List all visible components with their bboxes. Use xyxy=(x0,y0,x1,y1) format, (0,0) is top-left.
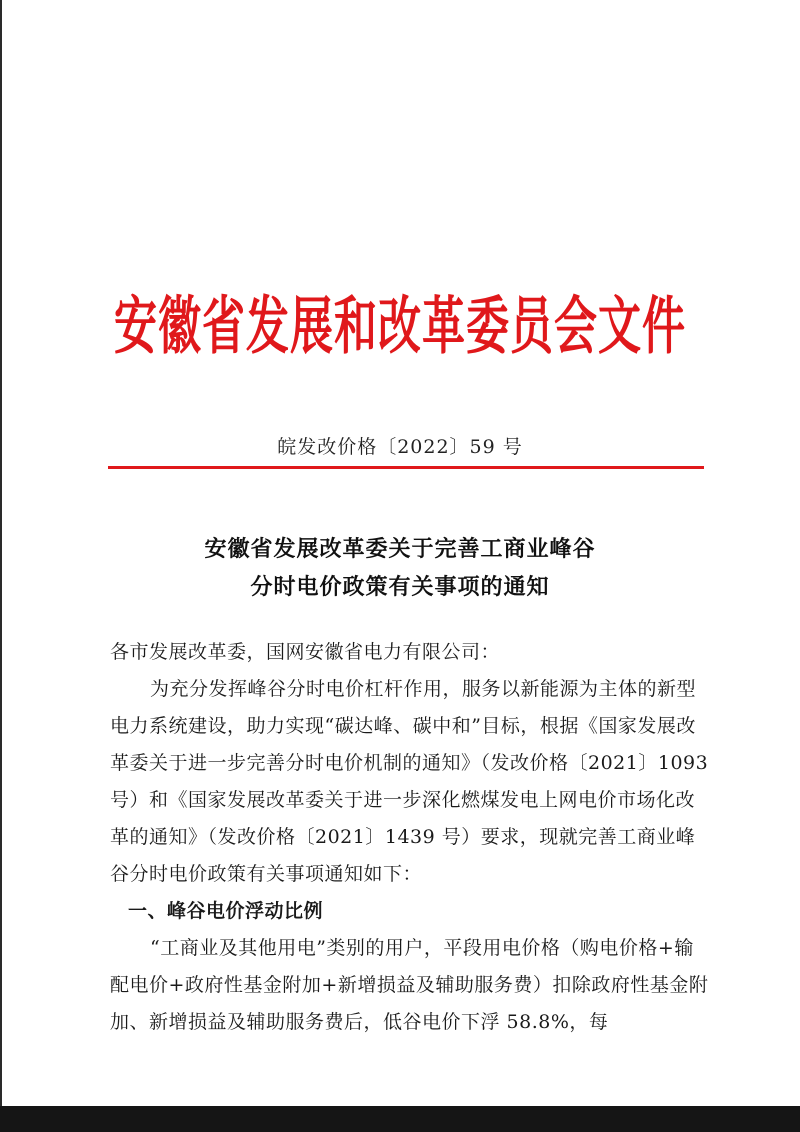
paragraph-price-ratio: “工商业及其他用电”类别的用户，平段用电价格（购电价格+输配电价+政府性基金附加+新增损益及辅助服务费）扣除政府性基金附加、新增损益及辅助服务费后，低谷电价下浮 58.8%，每 xyxy=(110,937,709,1033)
notice-title-line-2: 分时电价政策有关事项的通知 xyxy=(250,574,550,600)
masthead-title: 安徽省发展和改革委员会文件 xyxy=(114,291,686,364)
document-body xyxy=(110,634,710,1041)
notice-title-line-1: 安徽省发展改革委关于完善工商业峰谷 xyxy=(204,536,596,562)
scan-bottom-edge xyxy=(0,1106,800,1132)
addressee: 各市发展改革委，国网安徽省电力有限公司： xyxy=(110,641,501,663)
document-number: 皖发改价格〔2022〕59 号 xyxy=(277,436,523,458)
scan-left-edge xyxy=(0,0,2,1132)
paragraph-intro: 为充分发挥峰谷分时电价杠杆作用，服务以新能源为主体的新型电力系统建设，助力实现“碳达峰、碳中和”目标，根据《国家发展改革委关于进一步完善分时电价机制的通知》（发改价格〔2021〕1093 号）和《国家发展改革委关于进一步深化燃煤发电上网电价市场化改革的通知》（发改价格〔2021〕1439 号）要求，现就完善工商业峰谷分时电价政策有关事项通知如下： xyxy=(110,678,709,885)
red-divider-line xyxy=(108,466,704,469)
section-heading-1: 一、峰谷电价浮动比例 xyxy=(128,900,324,922)
